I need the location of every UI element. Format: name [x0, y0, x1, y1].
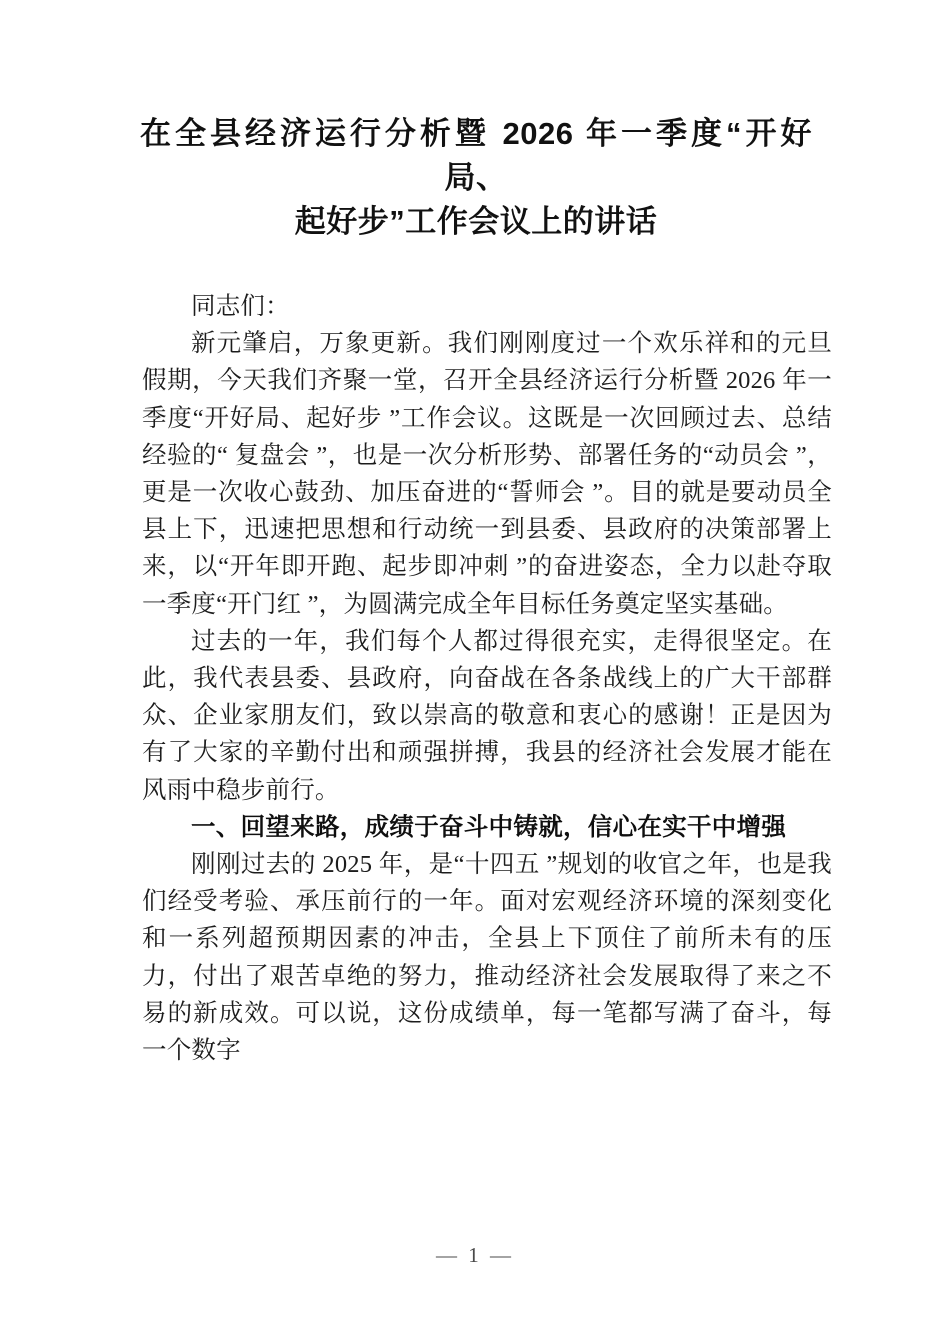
document-title	[140, 112, 812, 244]
document-title-line-3: 起好步”工作会议上的讲话	[294, 204, 658, 239]
body-paragraph-2: 过去的一年，我们每个人都过得很充实，走得很坚定。在此，我代表县委、县政府，向奋战在各条战线上的广大干部群众、企业家朋友们，致以崇高的敬意和衷心的感谢！正是因为有了大家的辛勤付出和顽强拼搏，我县的经济社会发展才能在风雨中稳步前行。	[142, 627, 832, 804]
document-title-line-2: 局、	[444, 160, 508, 195]
document-body	[142, 288, 832, 1069]
document-title-line-1: 在全县经济运行分析暨 2026 年一季度“开好	[140, 116, 812, 151]
section-heading-1: 一、回望来路，成绩于奋斗中铸就，信心在实干中增强	[191, 813, 787, 841]
body-paragraph-1: 新元肇启，万象更新。我们刚刚度过一个欢乐祥和的元旦假期，今天我们齐聚一堂，召开全县经济运行分析暨 2026 年一季度“开好局、起好步 ”工作会议。这既是一次回顾过去、总结经验的“ 复盘会 ”，也是一次分析形势、部署任务的“动员会 ”，更是一次收心鼓劲、加压奋进的“誓师会 ”。目的就是要动员全县上下，迅速把思想和行动统一到县委、县政府的决策部署上来，以“开年即开跑、起步即冲刺 ”的奋进姿态，全力以赴夺取一季度“开门红 ”，为圆满完成全年目标任务奠定坚实基础。	[142, 330, 832, 618]
body-paragraph-3: 刚刚过去的 2025 年，是“十四五 ”规划的收官之年，也是我们经受考验、承压前行的一年。面对宏观经济环境的深刻变化和一系列超预期因素的冲击，全县上下顶住了前所未有的压力，付出了艰苦卓绝的努力，推动经济社会发展取得了来之不易的新成效。可以说，这份成绩单，每一笔都写满了奋斗，每一个数字	[142, 851, 832, 1065]
page-number-footer: — 1 —	[436, 1243, 514, 1267]
salutation-line: 同志们：	[191, 293, 290, 320]
